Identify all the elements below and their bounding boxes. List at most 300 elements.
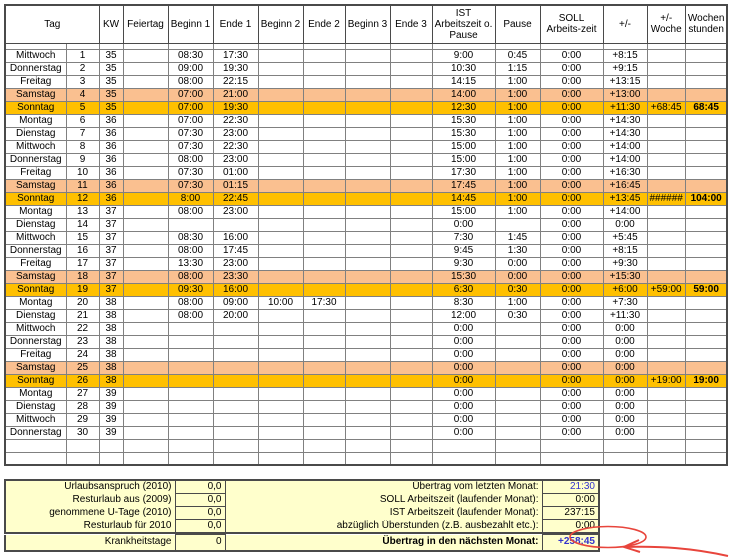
cell-b2[interactable] (258, 452, 303, 465)
cell-e3[interactable] (390, 374, 432, 387)
cell-ws[interactable] (685, 179, 727, 192)
cell-b3[interactable] (345, 322, 390, 335)
cell-fe[interactable] (123, 75, 168, 88)
cell-di[interactable]: +11:30 (603, 101, 647, 114)
cell-e1[interactable]: 22:15 (213, 75, 258, 88)
cell-wo[interactable] (647, 75, 685, 88)
cell-b3[interactable] (345, 62, 390, 75)
cell-tag[interactable]: Dienstag (5, 309, 66, 322)
cell-nr[interactable]: 22 (66, 322, 99, 335)
cell-tag[interactable]: Dienstag (5, 127, 66, 140)
cell-b2[interactable] (258, 413, 303, 426)
cell-wo[interactable]: ###### (647, 192, 685, 205)
cell-di[interactable]: 0:00 (603, 387, 647, 400)
cell-ws[interactable] (685, 413, 727, 426)
cell-pa[interactable] (495, 439, 540, 452)
cell-so[interactable]: 0:00 (540, 101, 603, 114)
cell-e3[interactable] (390, 426, 432, 439)
cell-tag[interactable]: Donnerstag (5, 426, 66, 439)
cell-tag[interactable]: Samstag (5, 361, 66, 374)
cell-ist[interactable]: 15:00 (432, 153, 495, 166)
cell-so[interactable]: 0:00 (540, 361, 603, 374)
cell-b3[interactable] (345, 179, 390, 192)
cell-kw[interactable]: 36 (99, 179, 123, 192)
cell-b2[interactable] (258, 75, 303, 88)
cell-b1[interactable] (168, 361, 213, 374)
cell-ist[interactable]: 9:30 (432, 257, 495, 270)
cell-b2[interactable] (258, 361, 303, 374)
cell-so[interactable] (540, 452, 603, 465)
cell-wo[interactable] (647, 322, 685, 335)
cell-b3[interactable] (345, 426, 390, 439)
cell-b2[interactable] (258, 49, 303, 62)
cell-fe[interactable] (123, 127, 168, 140)
cell-b1[interactable] (168, 218, 213, 231)
cell-e1[interactable]: 01:15 (213, 179, 258, 192)
cell-tag[interactable]: Freitag (5, 75, 66, 88)
cell-di[interactable]: +5:45 (603, 231, 647, 244)
cell-ist[interactable]: 0:00 (432, 413, 495, 426)
cell-ws[interactable] (685, 452, 727, 465)
cell-b3[interactable] (345, 140, 390, 153)
cell-ws[interactable] (685, 296, 727, 309)
cell-b3[interactable] (345, 101, 390, 114)
cell-kw[interactable]: 37 (99, 205, 123, 218)
cell-fe[interactable] (123, 101, 168, 114)
cell-b2[interactable] (258, 244, 303, 257)
cell-nr[interactable]: 29 (66, 413, 99, 426)
cell-di[interactable]: +8:15 (603, 244, 647, 257)
cell-wo[interactable] (647, 205, 685, 218)
cell-e2[interactable] (303, 75, 345, 88)
cell-fe[interactable] (123, 400, 168, 413)
cell-wo[interactable] (647, 400, 685, 413)
cell-ws[interactable] (685, 270, 727, 283)
cell-ws[interactable] (685, 166, 727, 179)
cell-fe[interactable] (123, 426, 168, 439)
cell-b1[interactable] (168, 387, 213, 400)
cell-ist[interactable]: 0:00 (432, 322, 495, 335)
cell-di[interactable]: 0:00 (603, 218, 647, 231)
cell-tag[interactable]: Freitag (5, 257, 66, 270)
cell-di[interactable]: +13:00 (603, 88, 647, 101)
cell-so[interactable]: 0:00 (540, 88, 603, 101)
cell-ist[interactable]: 0:00 (432, 335, 495, 348)
cell-b1[interactable]: 07:30 (168, 127, 213, 140)
cell-fe[interactable] (123, 452, 168, 465)
cell-so[interactable]: 0:00 (540, 322, 603, 335)
cell-fe[interactable] (123, 270, 168, 283)
cell-ist[interactable]: 0:00 (432, 374, 495, 387)
cell-b3[interactable] (345, 270, 390, 283)
cell-tag[interactable]: Dienstag (5, 218, 66, 231)
cell-nr[interactable]: 9 (66, 153, 99, 166)
cell-b2[interactable] (258, 218, 303, 231)
footer-value-cell[interactable]: 0:00 (542, 520, 599, 534)
cell-ist[interactable]: 0:00 (432, 348, 495, 361)
cell-e3[interactable] (390, 452, 432, 465)
cell-so[interactable]: 0:00 (540, 257, 603, 270)
cell-kw[interactable] (99, 439, 123, 452)
cell-ws[interactable] (685, 218, 727, 231)
cell-e2[interactable] (303, 244, 345, 257)
cell-e3[interactable] (390, 166, 432, 179)
cell-b2[interactable] (258, 114, 303, 127)
cell-e1[interactable] (213, 426, 258, 439)
cell-b1[interactable] (168, 335, 213, 348)
cell-nr[interactable]: 13 (66, 205, 99, 218)
cell-ist[interactable] (432, 452, 495, 465)
cell-b2[interactable]: 10:00 (258, 296, 303, 309)
cell-nr[interactable]: 14 (66, 218, 99, 231)
cell-b3[interactable] (345, 309, 390, 322)
cell-nr[interactable]: 26 (66, 374, 99, 387)
cell-e2[interactable] (303, 335, 345, 348)
cell-wo[interactable] (647, 179, 685, 192)
cell-e1[interactable]: 22:30 (213, 140, 258, 153)
cell-e1[interactable] (213, 374, 258, 387)
cell-ist[interactable]: 12:00 (432, 309, 495, 322)
cell-b3[interactable] (345, 88, 390, 101)
cell-pa[interactable] (495, 452, 540, 465)
cell-ws[interactable] (685, 231, 727, 244)
cell-b1[interactable]: 07:30 (168, 140, 213, 153)
cell-b1[interactable]: 07:30 (168, 166, 213, 179)
cell-nr[interactable]: 20 (66, 296, 99, 309)
cell-kw[interactable]: 35 (99, 75, 123, 88)
cell-tag[interactable]: Mittwoch (5, 231, 66, 244)
cell-fe[interactable] (123, 231, 168, 244)
cell-tag[interactable]: Samstag (5, 88, 66, 101)
cell-e3[interactable] (390, 400, 432, 413)
cell-di[interactable]: +9:15 (603, 62, 647, 75)
cell-e2[interactable] (303, 88, 345, 101)
cell-e3[interactable] (390, 387, 432, 400)
cell-nr[interactable]: 27 (66, 387, 99, 400)
cell-e2[interactable] (303, 270, 345, 283)
cell-ist[interactable]: 17:45 (432, 179, 495, 192)
cell-ist[interactable]: 15:00 (432, 205, 495, 218)
cell-kw[interactable]: 37 (99, 218, 123, 231)
cell-nr[interactable]: 23 (66, 335, 99, 348)
cell-wo[interactable] (647, 452, 685, 465)
cell-e1[interactable]: 16:00 (213, 283, 258, 296)
cell-tag[interactable]: Sonntag (5, 374, 66, 387)
cell-b1[interactable]: 08:00 (168, 205, 213, 218)
cell-b2[interactable] (258, 88, 303, 101)
cell-di[interactable]: +6:00 (603, 283, 647, 296)
cell-so[interactable]: 0:00 (540, 140, 603, 153)
cell-b3[interactable] (345, 114, 390, 127)
cell-kw[interactable]: 37 (99, 257, 123, 270)
cell-e2[interactable] (303, 192, 345, 205)
cell-fe[interactable] (123, 283, 168, 296)
cell-wo[interactable] (647, 49, 685, 62)
cell-fe[interactable] (123, 88, 168, 101)
cell-e3[interactable] (390, 114, 432, 127)
cell-ws[interactable] (685, 114, 727, 127)
carryover-next-month-value[interactable]: +258:45 (542, 535, 599, 551)
cell-wo[interactable] (647, 439, 685, 452)
cell-e3[interactable] (390, 62, 432, 75)
cell-b2[interactable] (258, 192, 303, 205)
cell-ist[interactable]: 14:00 (432, 88, 495, 101)
cell-di[interactable]: 0:00 (603, 322, 647, 335)
cell-e2[interactable] (303, 413, 345, 426)
cell-tag[interactable] (5, 439, 66, 452)
cell-di[interactable]: 0:00 (603, 400, 647, 413)
cell-e2[interactable] (303, 49, 345, 62)
cell-nr[interactable]: 2 (66, 62, 99, 75)
cell-wo[interactable] (647, 257, 685, 270)
cell-ist[interactable]: 17:30 (432, 166, 495, 179)
cell-pa[interactable] (495, 413, 540, 426)
cell-kw[interactable]: 36 (99, 153, 123, 166)
cell-tag[interactable]: Samstag (5, 179, 66, 192)
cell-e3[interactable] (390, 231, 432, 244)
cell-b3[interactable] (345, 49, 390, 62)
cell-nr[interactable]: 1 (66, 49, 99, 62)
cell-wo[interactable] (647, 140, 685, 153)
cell-fe[interactable] (123, 244, 168, 257)
cell-b2[interactable] (258, 257, 303, 270)
cell-so[interactable]: 0:00 (540, 153, 603, 166)
cell-wo[interactable] (647, 244, 685, 257)
cell-e2[interactable] (303, 140, 345, 153)
cell-fe[interactable] (123, 140, 168, 153)
cell-pa[interactable]: 1:45 (495, 231, 540, 244)
cell-b3[interactable] (345, 296, 390, 309)
cell-pa[interactable]: 0:30 (495, 283, 540, 296)
cell-nr[interactable]: 25 (66, 361, 99, 374)
cell-b1[interactable]: 8:00 (168, 192, 213, 205)
cell-kw[interactable]: 39 (99, 426, 123, 439)
footer-value-cell[interactable]: 21:30 (542, 480, 599, 494)
cell-ist[interactable]: 0:00 (432, 387, 495, 400)
cell-e2[interactable] (303, 179, 345, 192)
cell-nr[interactable]: 12 (66, 192, 99, 205)
cell-b3[interactable] (345, 361, 390, 374)
cell-ws[interactable] (685, 426, 727, 439)
cell-b1[interactable]: 08:00 (168, 244, 213, 257)
cell-e3[interactable] (390, 439, 432, 452)
cell-ws[interactable] (685, 361, 727, 374)
cell-b3[interactable] (345, 283, 390, 296)
cell-e1[interactable]: 19:30 (213, 101, 258, 114)
cell-ws[interactable] (685, 309, 727, 322)
cell-e2[interactable] (303, 153, 345, 166)
cell-tag[interactable]: Mittwoch (5, 322, 66, 335)
cell-kw[interactable]: 38 (99, 296, 123, 309)
cell-di[interactable]: 0:00 (603, 335, 647, 348)
cell-e3[interactable] (390, 218, 432, 231)
cell-e1[interactable]: 23:30 (213, 270, 258, 283)
cell-ist[interactable]: 15:30 (432, 127, 495, 140)
cell-pa[interactable] (495, 400, 540, 413)
cell-b2[interactable] (258, 166, 303, 179)
cell-e3[interactable] (390, 49, 432, 62)
cell-e1[interactable]: 17:30 (213, 49, 258, 62)
cell-so[interactable]: 0:00 (540, 309, 603, 322)
footer-value-cell[interactable]: 0,0 (175, 494, 225, 507)
cell-e2[interactable] (303, 114, 345, 127)
cell-fe[interactable] (123, 218, 168, 231)
cell-e3[interactable] (390, 296, 432, 309)
cell-nr[interactable]: 28 (66, 400, 99, 413)
cell-b2[interactable] (258, 270, 303, 283)
cell-e1[interactable] (213, 452, 258, 465)
cell-b1[interactable]: 07:00 (168, 101, 213, 114)
cell-e3[interactable] (390, 88, 432, 101)
cell-b3[interactable] (345, 400, 390, 413)
cell-ws[interactable] (685, 205, 727, 218)
cell-ist[interactable]: 9:45 (432, 244, 495, 257)
cell-di[interactable]: +8:15 (603, 49, 647, 62)
cell-e2[interactable] (303, 127, 345, 140)
cell-e3[interactable] (390, 335, 432, 348)
cell-e3[interactable] (390, 348, 432, 361)
cell-pa[interactable]: 0:30 (495, 309, 540, 322)
cell-di[interactable]: +14:00 (603, 153, 647, 166)
cell-nr[interactable]: 3 (66, 75, 99, 88)
cell-fe[interactable] (123, 387, 168, 400)
cell-fe[interactable] (123, 192, 168, 205)
cell-b1[interactable] (168, 322, 213, 335)
cell-e3[interactable] (390, 140, 432, 153)
cell-tag[interactable]: Donnerstag (5, 62, 66, 75)
cell-so[interactable]: 0:00 (540, 179, 603, 192)
cell-di[interactable]: +13:45 (603, 192, 647, 205)
cell-nr[interactable]: 24 (66, 348, 99, 361)
cell-e2[interactable] (303, 426, 345, 439)
cell-wo[interactable] (647, 361, 685, 374)
cell-e3[interactable] (390, 283, 432, 296)
cell-di[interactable]: +16:45 (603, 179, 647, 192)
cell-b2[interactable] (258, 387, 303, 400)
cell-ist[interactable]: 6:30 (432, 283, 495, 296)
cell-e1[interactable] (213, 439, 258, 452)
cell-ws[interactable]: 19:00 (685, 374, 727, 387)
cell-b1[interactable]: 08:00 (168, 309, 213, 322)
cell-e1[interactable]: 20:00 (213, 309, 258, 322)
cell-ws[interactable] (685, 88, 727, 101)
cell-pa[interactable]: 1:00 (495, 101, 540, 114)
cell-fe[interactable] (123, 114, 168, 127)
footer-value-cell[interactable]: 0 (175, 535, 225, 551)
cell-e1[interactable] (213, 322, 258, 335)
cell-nr[interactable]: 8 (66, 140, 99, 153)
cell-kw[interactable]: 35 (99, 101, 123, 114)
cell-e1[interactable]: 23:00 (213, 257, 258, 270)
cell-ist[interactable]: 0:00 (432, 426, 495, 439)
cell-so[interactable]: 0:00 (540, 231, 603, 244)
cell-e1[interactable]: 17:45 (213, 244, 258, 257)
cell-e1[interactable]: 01:00 (213, 166, 258, 179)
cell-e1[interactable]: 22:30 (213, 114, 258, 127)
cell-e1[interactable] (213, 335, 258, 348)
cell-e2[interactable] (303, 374, 345, 387)
cell-b2[interactable] (258, 400, 303, 413)
cell-pa[interactable]: 1:00 (495, 153, 540, 166)
cell-e3[interactable] (390, 101, 432, 114)
cell-tag[interactable]: Dienstag (5, 400, 66, 413)
cell-so[interactable]: 0:00 (540, 400, 603, 413)
cell-kw[interactable]: 35 (99, 62, 123, 75)
cell-di[interactable]: +14:30 (603, 114, 647, 127)
cell-ws[interactable] (685, 348, 727, 361)
cell-ws[interactable] (685, 127, 727, 140)
cell-fe[interactable] (123, 179, 168, 192)
cell-so[interactable]: 0:00 (540, 270, 603, 283)
cell-ist[interactable]: 0:00 (432, 218, 495, 231)
cell-nr[interactable]: 30 (66, 426, 99, 439)
cell-kw[interactable]: 36 (99, 114, 123, 127)
cell-e1[interactable] (213, 348, 258, 361)
cell-e2[interactable] (303, 62, 345, 75)
cell-tag[interactable]: Mittwoch (5, 413, 66, 426)
cell-wo[interactable]: +59:00 (647, 283, 685, 296)
cell-e3[interactable] (390, 244, 432, 257)
cell-ws[interactable] (685, 257, 727, 270)
cell-kw[interactable]: 38 (99, 309, 123, 322)
cell-nr[interactable]: 4 (66, 88, 99, 101)
cell-pa[interactable] (495, 322, 540, 335)
cell-e2[interactable] (303, 361, 345, 374)
cell-kw[interactable]: 36 (99, 140, 123, 153)
cell-di[interactable]: 0:00 (603, 374, 647, 387)
cell-tag[interactable]: Sonntag (5, 101, 66, 114)
cell-wo[interactable] (647, 231, 685, 244)
cell-so[interactable] (540, 439, 603, 452)
cell-fe[interactable] (123, 153, 168, 166)
cell-nr[interactable]: 17 (66, 257, 99, 270)
cell-ist[interactable]: 7:30 (432, 231, 495, 244)
cell-e1[interactable]: 16:00 (213, 231, 258, 244)
cell-kw[interactable]: 36 (99, 127, 123, 140)
cell-b1[interactable] (168, 439, 213, 452)
cell-e1[interactable] (213, 361, 258, 374)
cell-kw[interactable]: 38 (99, 361, 123, 374)
cell-ist[interactable]: 0:00 (432, 361, 495, 374)
cell-b2[interactable] (258, 127, 303, 140)
cell-tag[interactable]: Donnerstag (5, 153, 66, 166)
cell-ist[interactable] (432, 439, 495, 452)
cell-nr[interactable]: 10 (66, 166, 99, 179)
cell-so[interactable]: 0:00 (540, 348, 603, 361)
cell-kw[interactable]: 38 (99, 374, 123, 387)
cell-b3[interactable] (345, 205, 390, 218)
cell-tag[interactable]: Montag (5, 114, 66, 127)
cell-wo[interactable] (647, 426, 685, 439)
cell-b2[interactable] (258, 140, 303, 153)
cell-b3[interactable] (345, 153, 390, 166)
cell-ws[interactable] (685, 62, 727, 75)
cell-b2[interactable] (258, 348, 303, 361)
cell-pa[interactable] (495, 374, 540, 387)
cell-e1[interactable] (213, 218, 258, 231)
cell-b3[interactable] (345, 244, 390, 257)
cell-b1[interactable] (168, 413, 213, 426)
cell-di[interactable]: +13:15 (603, 75, 647, 88)
cell-ws[interactable] (685, 140, 727, 153)
cell-di[interactable]: +14:00 (603, 140, 647, 153)
cell-so[interactable]: 0:00 (540, 62, 603, 75)
cell-ws[interactable] (685, 439, 727, 452)
cell-kw[interactable]: 39 (99, 400, 123, 413)
cell-nr[interactable]: 15 (66, 231, 99, 244)
cell-b1[interactable] (168, 374, 213, 387)
cell-tag[interactable]: Donnerstag (5, 335, 66, 348)
